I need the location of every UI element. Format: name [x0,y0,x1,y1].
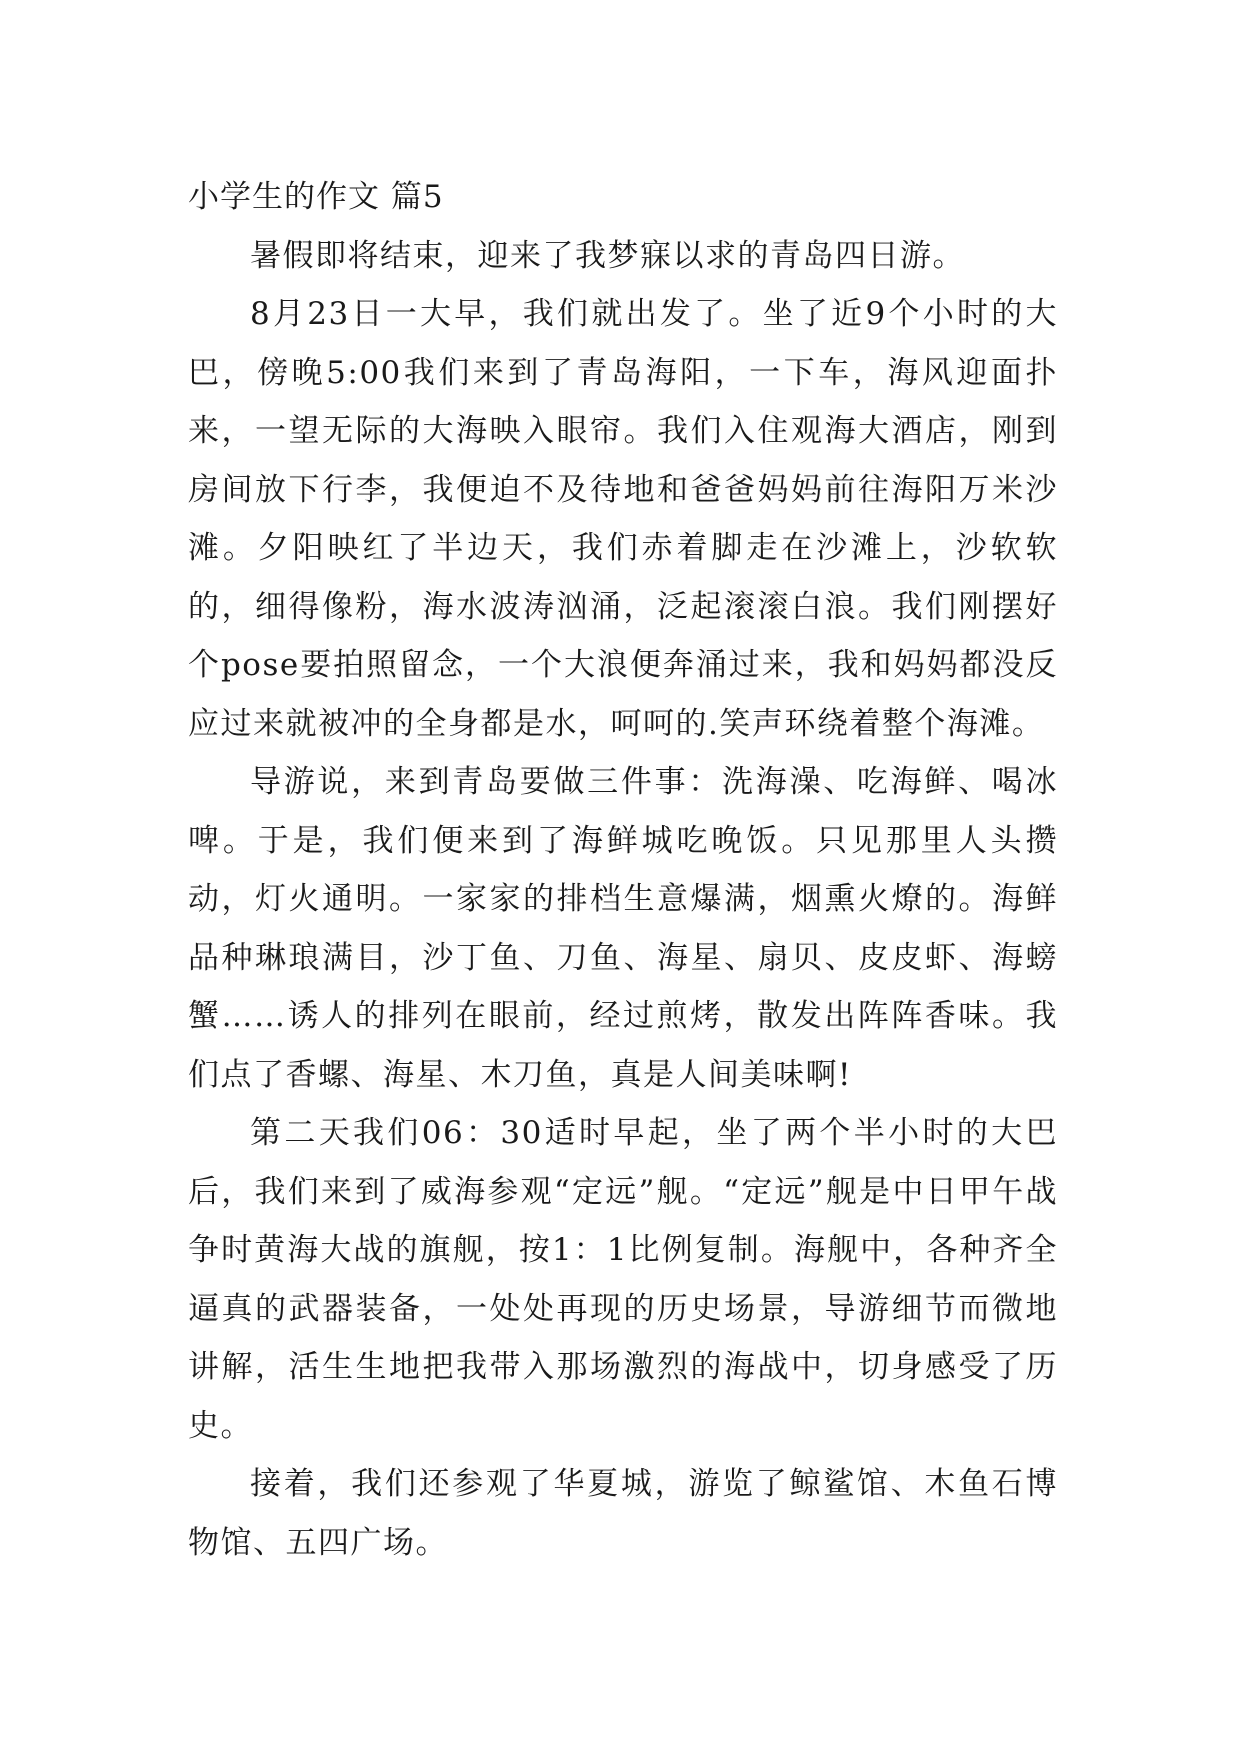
paragraph-2: 8月23日一大早，我们就出发了。坐了近9个小时的大巴，傍晚5:00我们来到了青岛海阳，一下车，海风迎面扑来，一望无际的大海映入眼帘。我们入住观海大酒店，刚到房间放下行李，我便迫不及待地和爸爸妈妈前往海阳万米沙滩。夕阳映红了半边天，我们赤着脚走在沙滩上，沙软软的，细得像粉，海水波涛汹涌，泛起滚滚白浪。我们刚摆好个pose要拍照留念，一个大浪便奔涌过来，我和妈妈都没反应过来就被冲的全身都是水，呵呵的.笑声环绕着整个海滩。 [188,296,1058,742]
paragraph-3: 导游说，来到青岛要做三件事：洗海澡、吃海鲜、喝冰啤。于是，我们便来到了海鲜城吃晚饭。只见那里人头攒动，灯火通明。一家家的排档生意爆满，烟熏火燎的。海鲜品种琳琅满目，沙丁鱼、刀鱼、海星、扇贝、皮皮虾、海螃蟹……诱人的排列在眼前，经过煎烤，散发出阵阵香味。我们点了香螺、海星、木刀鱼，真是人间美味啊! [188,764,1058,1093]
essay-title: 小学生的作文 篇5 [188,179,444,215]
paragraph-5: 接着，我们还参观了华夏城，游览了鲸鲨馆、木鱼石博物馆、五四广场。 [188,1466,1058,1561]
paragraph-1: 暑假即将结束，迎来了我梦寐以求的青岛四日游。 [250,237,965,274]
paragraph-4: 第二天我们06：30适时早起，坐了两个半小时的大巴后，我们来到了威海参观“定远”舰。“定远”舰是中日甲午战争时黄海大战的旗舰，按1：1比例复制。海舰中，各种齐全逼真的武器装备，一处处再现的历史场景，导游细节而微地讲解，活生生地把我带入那场激烈的海战中，切身感受了历史。 [188,1115,1058,1444]
document-body [188,168,1058,1572]
